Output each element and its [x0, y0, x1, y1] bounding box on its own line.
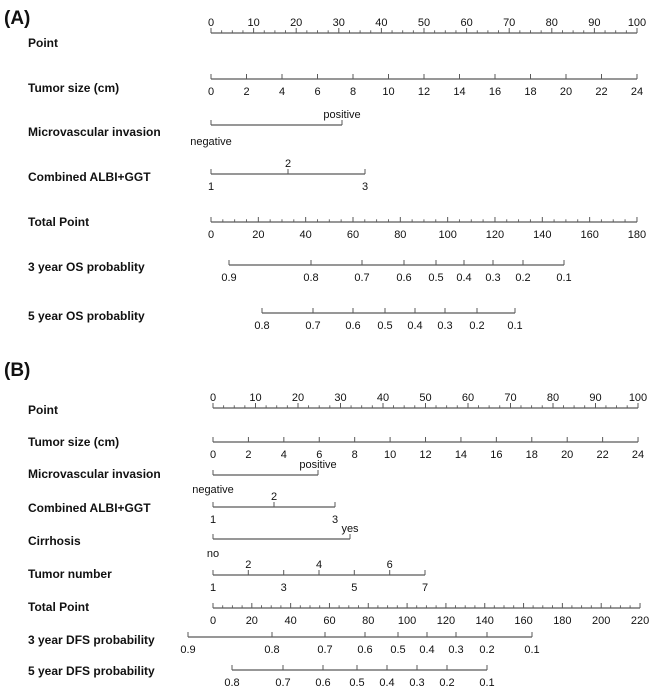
tick-label-point: 90: [588, 17, 601, 29]
tick-label-point: 80: [546, 392, 560, 404]
tick-label-tumor-size-cm: 24: [630, 86, 644, 98]
tick-label-5-year-dfs-probability: 0.7: [275, 677, 291, 689]
tick-label-tumor-size-cm: 12: [419, 449, 432, 461]
tick-label-3-year-dfs-probability: 0.1: [524, 644, 540, 656]
tick-label-total-point: 80: [362, 615, 375, 627]
tick-label-3-year-dfs-probability: 0.4: [419, 644, 435, 656]
row-label-combined-albi-ggt: Combined ALBI+GGT: [28, 170, 151, 184]
tick-label-total-point: 120: [485, 229, 505, 241]
tick-label-total-point: 20: [245, 615, 258, 627]
tick-label-tumor-number: 7: [421, 582, 429, 594]
tick-label-point: 0: [207, 17, 215, 29]
tick-label-tumor-size-cm: 6: [316, 449, 323, 461]
tick-label-3-year-dfs-probability: 0.7: [317, 644, 333, 656]
row-label-5-year-dfs-probability: 5 year DFS probability: [28, 664, 155, 678]
tick-label-microvascular-invasion: positive: [323, 109, 361, 121]
tick-label-5-year-os-probablity: 0.4: [407, 320, 423, 332]
tick-label-3-year-os-probablity: 0.4: [456, 272, 472, 284]
row-label-microvascular-invasion: Microvascular invasion: [28, 125, 161, 139]
tick-label-point: 30: [334, 392, 347, 404]
panel-label: (B): [4, 360, 31, 381]
tick-label-combined-albi-ggt: 3: [331, 514, 339, 526]
tick-label-combined-albi-ggt: 2: [270, 491, 278, 503]
tick-label-point: 70: [504, 392, 517, 404]
tick-label-5-year-os-probablity: 0.8: [254, 320, 270, 332]
tick-label-microvascular-invasion: negative: [190, 136, 232, 148]
tick-label-total-point: 0: [209, 615, 217, 627]
tick-label-point: 10: [247, 17, 260, 29]
tick-label-tumor-size-cm: 24: [631, 449, 645, 461]
tick-label-total-point: 20: [252, 229, 265, 241]
tick-label-tumor-size-cm: 20: [561, 449, 574, 461]
tick-label-total-point: 160: [514, 615, 533, 627]
tick-label-3-year-dfs-probability: 0.5: [390, 644, 406, 656]
tick-label-tumor-number: 3: [280, 582, 287, 594]
tick-label-tumor-size-cm: 8: [351, 449, 358, 461]
tick-label-total-point: 200: [592, 615, 611, 627]
tick-label-tumor-size-cm: 22: [595, 86, 608, 98]
tick-label-tumor-size-cm: 4: [278, 86, 286, 98]
tick-label-total-point: 180: [627, 229, 647, 241]
tick-label-tumor-size-cm: 4: [280, 449, 287, 461]
tick-label-5-year-dfs-probability: 0.6: [315, 677, 331, 689]
tick-label-tumor-number: 2: [245, 559, 252, 571]
row-label-cirrhosis: Cirrhosis: [28, 534, 81, 548]
tick-label-3-year-os-probablity: 0.8: [303, 272, 319, 284]
tick-label-3-year-os-probablity: 0.7: [354, 272, 370, 284]
row-label-tumor-size-cm: Tumor size (cm): [28, 435, 120, 449]
tick-label-total-point: 160: [580, 229, 599, 241]
tick-label-3-year-dfs-probability: 0.3: [448, 644, 464, 656]
tick-label-tumor-size-cm: 16: [488, 86, 502, 98]
tick-label-point: 100: [628, 392, 648, 404]
tick-label-point: 100: [627, 17, 647, 29]
tick-label-tumor-size-cm: 18: [525, 449, 538, 461]
tick-label-5-year-dfs-probability: 0.4: [379, 677, 395, 689]
tick-label-3-year-os-probablity: 0.5: [428, 272, 444, 284]
tick-label-3-year-dfs-probability: 0.8: [264, 644, 280, 656]
tick-label-tumor-size-cm: 2: [245, 449, 252, 461]
tick-label-point: 80: [545, 17, 558, 29]
row-label-microvascular-invasion: Microvascular invasion: [28, 467, 161, 481]
tick-label-tumor-size-cm: 22: [596, 449, 609, 461]
tick-label-tumor-size-cm: 20: [559, 86, 573, 98]
tick-label-point: 0: [209, 392, 217, 404]
tick-label-point: 60: [460, 17, 473, 29]
tick-label-tumor-size-cm: 10: [383, 449, 397, 461]
tick-label-total-point: 180: [553, 615, 572, 627]
tick-label-5-year-os-probablity: 0.5: [377, 320, 393, 332]
tick-label-total-point: 220: [630, 615, 650, 627]
tick-label-point: 40: [375, 17, 388, 29]
tick-label-microvascular-invasion: negative: [192, 484, 234, 496]
tick-label-point: 50: [419, 392, 432, 404]
tick-label-tumor-number: 1: [209, 582, 217, 594]
tick-label-5-year-os-probablity: 0.2: [469, 320, 485, 332]
row-label-tumor-number: Tumor number: [28, 567, 112, 581]
row-label-point: Point: [28, 36, 58, 50]
panel-label: (A): [4, 8, 31, 29]
tick-label-point: 10: [249, 392, 262, 404]
tick-label-total-point: 40: [284, 615, 297, 627]
tick-label-tumor-number: 5: [351, 582, 358, 594]
tick-label-tumor-size-cm: 12: [417, 86, 431, 98]
tick-label-total-point: 60: [323, 615, 336, 627]
tick-label-total-point: 140: [533, 229, 552, 241]
row-label-3-year-dfs-probability: 3 year DFS probability: [28, 633, 155, 647]
tick-label-point: 60: [461, 392, 475, 404]
tick-label-tumor-size-cm: 18: [524, 86, 537, 98]
tick-label-total-point: 120: [436, 615, 456, 627]
tick-label-total-point: 0: [207, 229, 215, 241]
tick-label-point: 20: [290, 17, 303, 29]
tick-label-5-year-dfs-probability: 0.8: [224, 677, 240, 689]
tick-label-total-point: 140: [475, 615, 494, 627]
tick-label-point: 90: [589, 392, 602, 404]
tick-label-3-year-os-probablity: 0.6: [396, 272, 412, 284]
tick-label-combined-albi-ggt: 1: [209, 514, 217, 526]
tick-label-3-year-os-probablity: 0.9: [221, 272, 237, 284]
row-label-total-point: Total Point: [28, 600, 90, 614]
tick-label-5-year-dfs-probability: 0.1: [479, 677, 495, 689]
tick-label-3-year-os-probablity: 0.1: [556, 272, 572, 284]
tick-label-5-year-os-probablity: 0.1: [507, 320, 523, 332]
tick-label-total-point: 60: [346, 229, 360, 241]
row-label-tumor-size-cm: Tumor size (cm): [28, 81, 120, 95]
tick-label-3-year-os-probablity: 0.2: [515, 272, 531, 284]
tick-label-tumor-number: 6: [386, 559, 393, 571]
tick-label-3-year-os-probablity: 0.3: [485, 272, 501, 284]
tick-label-5-year-dfs-probability: 0.5: [349, 677, 365, 689]
tick-label-point: 40: [376, 392, 390, 404]
tick-label-5-year-os-probablity: 0.7: [305, 320, 321, 332]
tick-label-3-year-dfs-probability: 0.9: [180, 644, 196, 656]
tick-label-tumor-size-cm: 6: [314, 86, 321, 98]
tick-label-3-year-dfs-probability: 0.6: [357, 644, 373, 656]
tick-label-tumor-size-cm: 10: [382, 86, 395, 98]
row-label-point: Point: [28, 403, 58, 417]
row-label-total-point: Total Point: [28, 215, 90, 229]
tick-label-combined-albi-ggt: 3: [361, 181, 369, 193]
tick-label-tumor-size-cm: 16: [490, 449, 503, 461]
tick-label-tumor-size-cm: 0: [209, 449, 217, 461]
tick-label-combined-albi-ggt: 2: [284, 158, 292, 170]
tick-label-5-year-os-probablity: 0.3: [437, 320, 453, 332]
tick-label-cirrhosis: yes: [341, 523, 359, 535]
tick-label-microvascular-invasion: positive: [299, 459, 337, 471]
tick-label-combined-albi-ggt: 1: [207, 181, 215, 193]
tick-label-tumor-size-cm: 14: [454, 449, 468, 461]
tick-label-total-point: 100: [438, 229, 457, 241]
tick-label-point: 30: [332, 17, 345, 29]
tick-label-tumor-size-cm: 0: [207, 86, 215, 98]
tick-label-tumor-number: 4: [315, 559, 323, 571]
tick-label-cirrhosis: no: [206, 548, 220, 560]
tick-label-tumor-size-cm: 8: [349, 86, 357, 98]
tick-label-point: 70: [503, 17, 516, 29]
tick-label-3-year-dfs-probability: 0.2: [479, 644, 495, 656]
tick-label-tumor-size-cm: 2: [243, 86, 250, 98]
tick-label-point: 20: [291, 392, 305, 404]
tick-label-total-point: 100: [397, 615, 417, 627]
row-label-5-year-os-probablity: 5 year OS probablity: [28, 309, 145, 323]
tick-label-5-year-os-probablity: 0.6: [345, 320, 361, 332]
tick-label-tumor-size-cm: 14: [453, 86, 466, 98]
tick-label-total-point: 80: [394, 229, 407, 241]
tick-label-point: 50: [417, 17, 431, 29]
tick-label-total-point: 40: [299, 229, 312, 241]
row-label-3-year-os-probablity: 3 year OS probablity: [28, 260, 145, 274]
row-label-combined-albi-ggt: Combined ALBI+GGT: [28, 501, 151, 515]
tick-label-5-year-dfs-probability: 0.3: [409, 677, 425, 689]
tick-label-5-year-dfs-probability: 0.2: [439, 677, 455, 689]
